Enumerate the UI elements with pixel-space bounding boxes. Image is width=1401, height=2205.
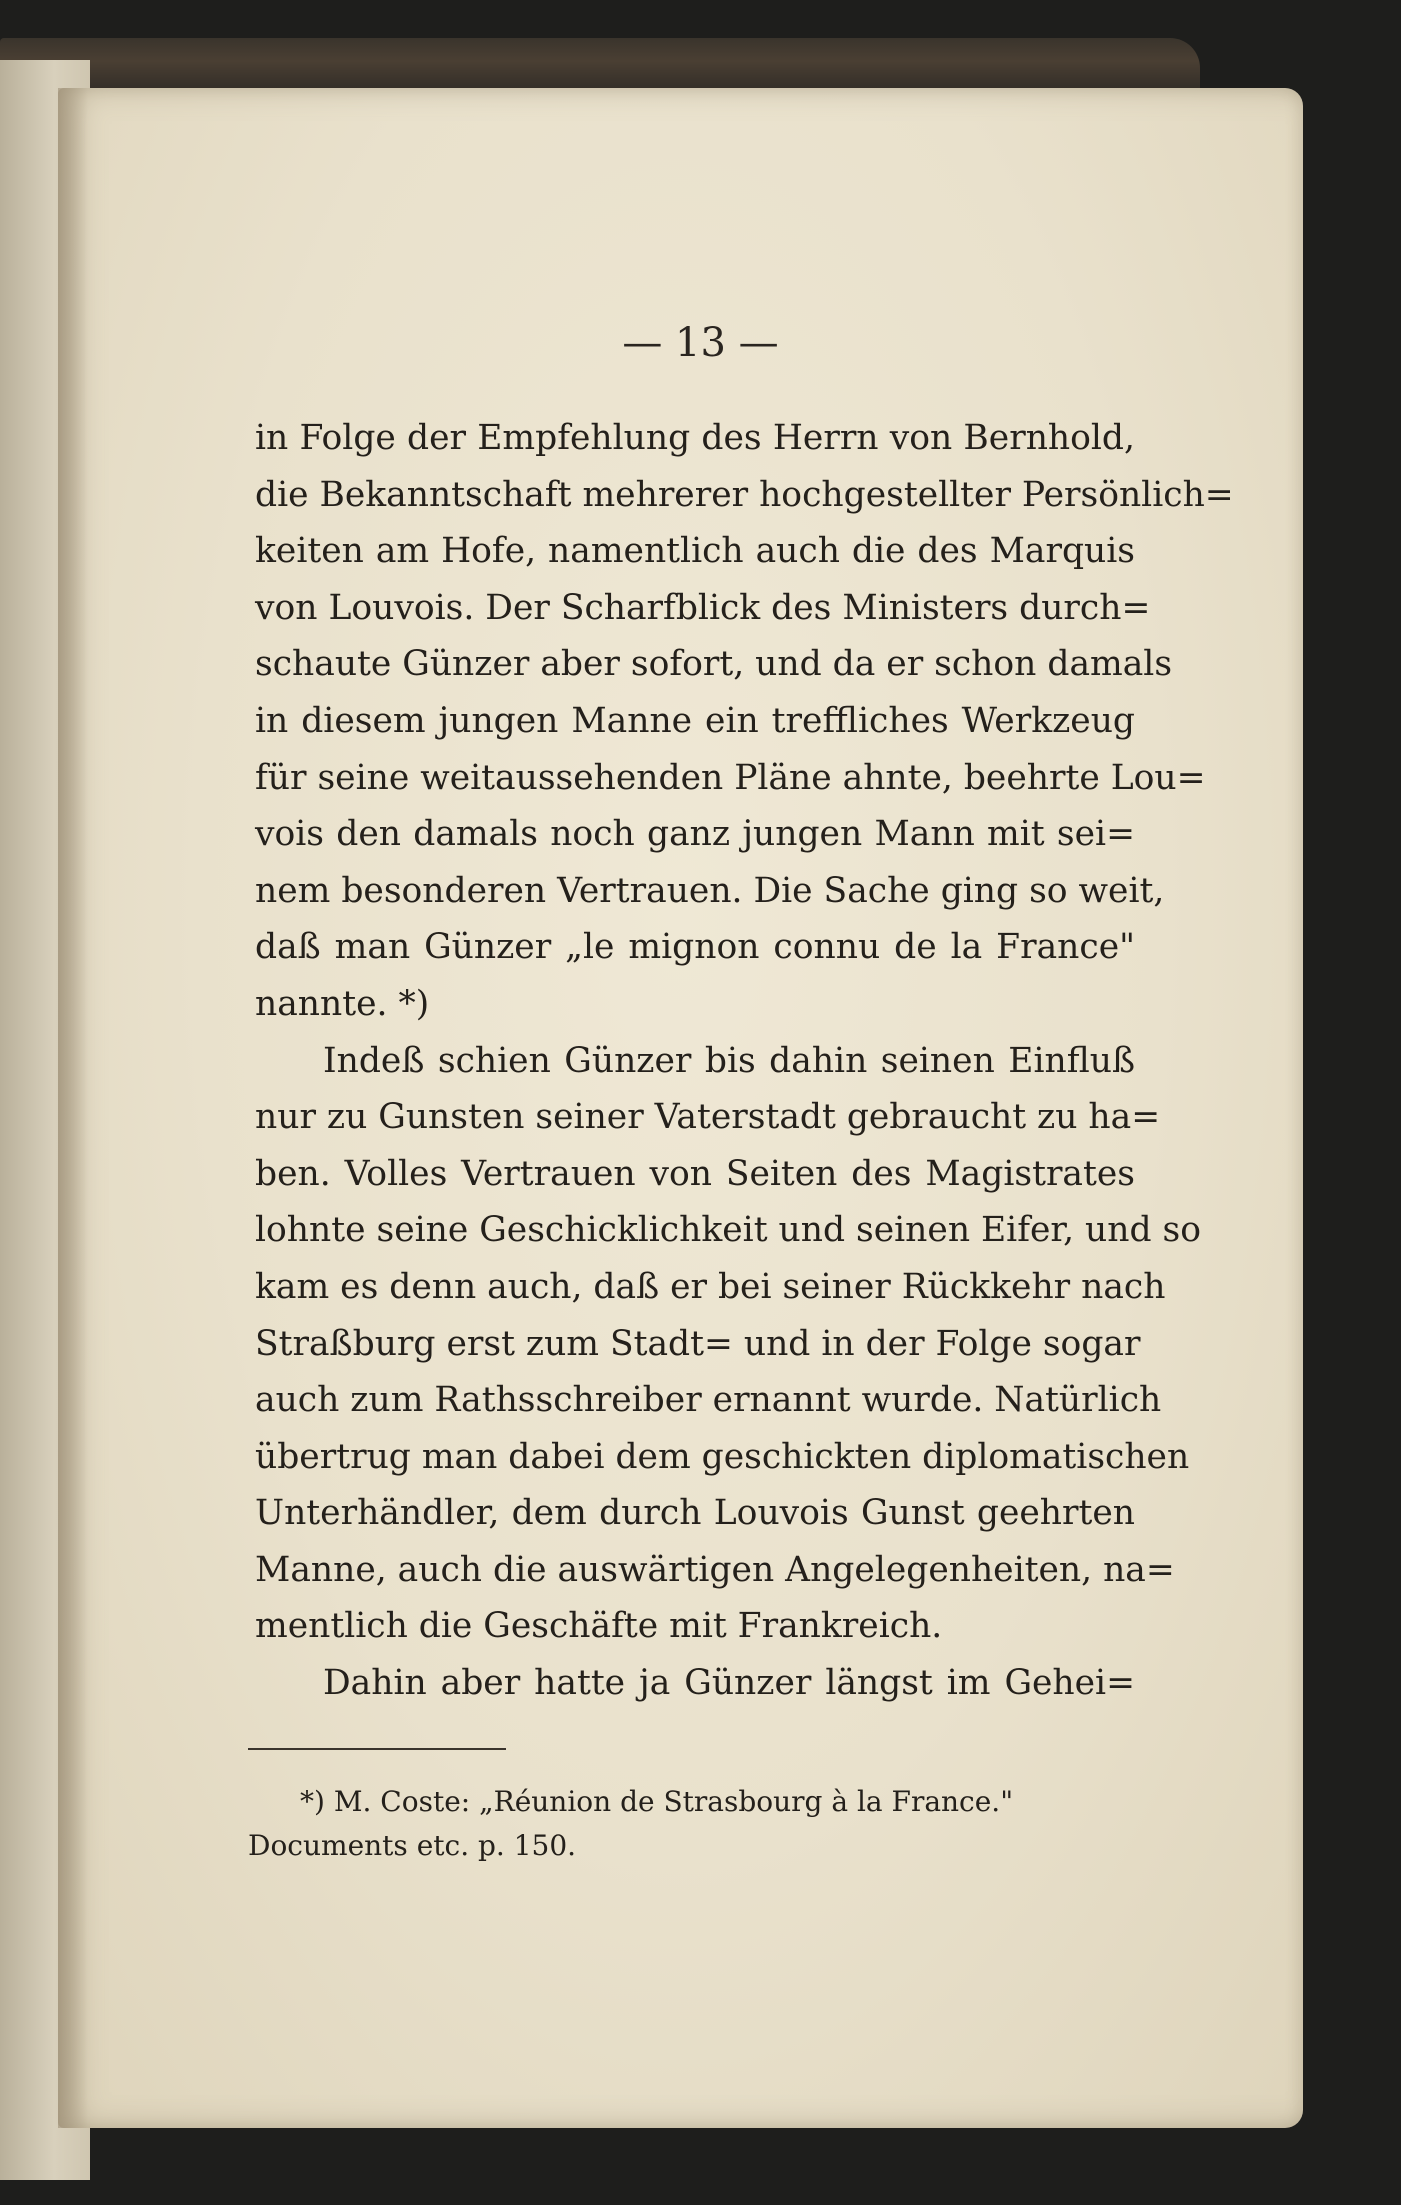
text-line: von Louvois. Der Scharfblick des Ministers durch= xyxy=(255,587,1151,628)
text-line: in diesem jungen Manne ein treffliches Werkzeug xyxy=(255,700,1135,741)
text-line: in Folge der Empfehlung des Herrn von Bernhold, xyxy=(255,418,1135,458)
body-text xyxy=(255,410,1234,1712)
text-line: lohnte seine Geschicklichkeit und seinen Eifer, und so xyxy=(255,1210,1202,1251)
text-line: kam es denn auch, daß er bei seiner Rückkehr nach xyxy=(255,1266,1166,1307)
page-number: — 13 — xyxy=(622,320,779,366)
text-line: nannte. *) xyxy=(255,983,430,1024)
text-line: Manne, auch die auswärtigen Angelegenheiten, na= xyxy=(255,1549,1175,1590)
text-line: Unterhändler, dem durch Louvois Gunst geehrten xyxy=(255,1493,1135,1534)
text-line: übertrug man dabei dem geschickten diplomatischen xyxy=(255,1436,1190,1477)
text-line: nem besonderen Vertrauen. Die Sache ging so weit, xyxy=(255,870,1165,911)
text-line: vois den damals noch ganz jungen Mann mit sei= xyxy=(255,814,1135,855)
text-line: ben. Volles Vertrauen von Seiten des Magistrates xyxy=(255,1153,1135,1194)
footnote-line: Documents etc. p. 150. xyxy=(248,1829,577,1862)
text-line: für seine weitaussehenden Pläne ahnte, beehrte Lou= xyxy=(255,757,1206,798)
text-line: keiten am Hofe, namentlich auch die des Marquis xyxy=(255,531,1135,572)
text-line: die Bekanntschaft mehrerer hochgestellter Persönlich= xyxy=(255,474,1234,515)
text-line: nur zu Gunsten seiner Vaterstadt gebraucht zu ha= xyxy=(255,1097,1161,1138)
text-line: mentlich die Geschäfte mit Frankreich. xyxy=(255,1606,943,1647)
text-line: Indeß schien Günzer bis dahin seinen Einfluß xyxy=(323,1040,1135,1081)
text-line: schaute Günzer aber sofort, und da er schon damals xyxy=(255,644,1173,685)
page-gutter-shadow xyxy=(58,88,88,2128)
text-line: daß man Günzer „le mignon connu de la France" xyxy=(255,927,1135,968)
footnote xyxy=(248,1780,1133,1868)
footnote-line: *) M. Coste: „Réunion de Strasbourg à la France." xyxy=(300,1785,1014,1818)
text-line: auch zum Rathsschreiber ernannt wurde. Natürlich xyxy=(255,1380,1162,1421)
text-line: Dahin aber hatte ja Günzer längst im Gehei= xyxy=(323,1663,1135,1704)
footnote-rule xyxy=(248,1748,506,1750)
text-line: Straßburg erst zum Stadt= und in der Folge sogar xyxy=(255,1323,1141,1364)
